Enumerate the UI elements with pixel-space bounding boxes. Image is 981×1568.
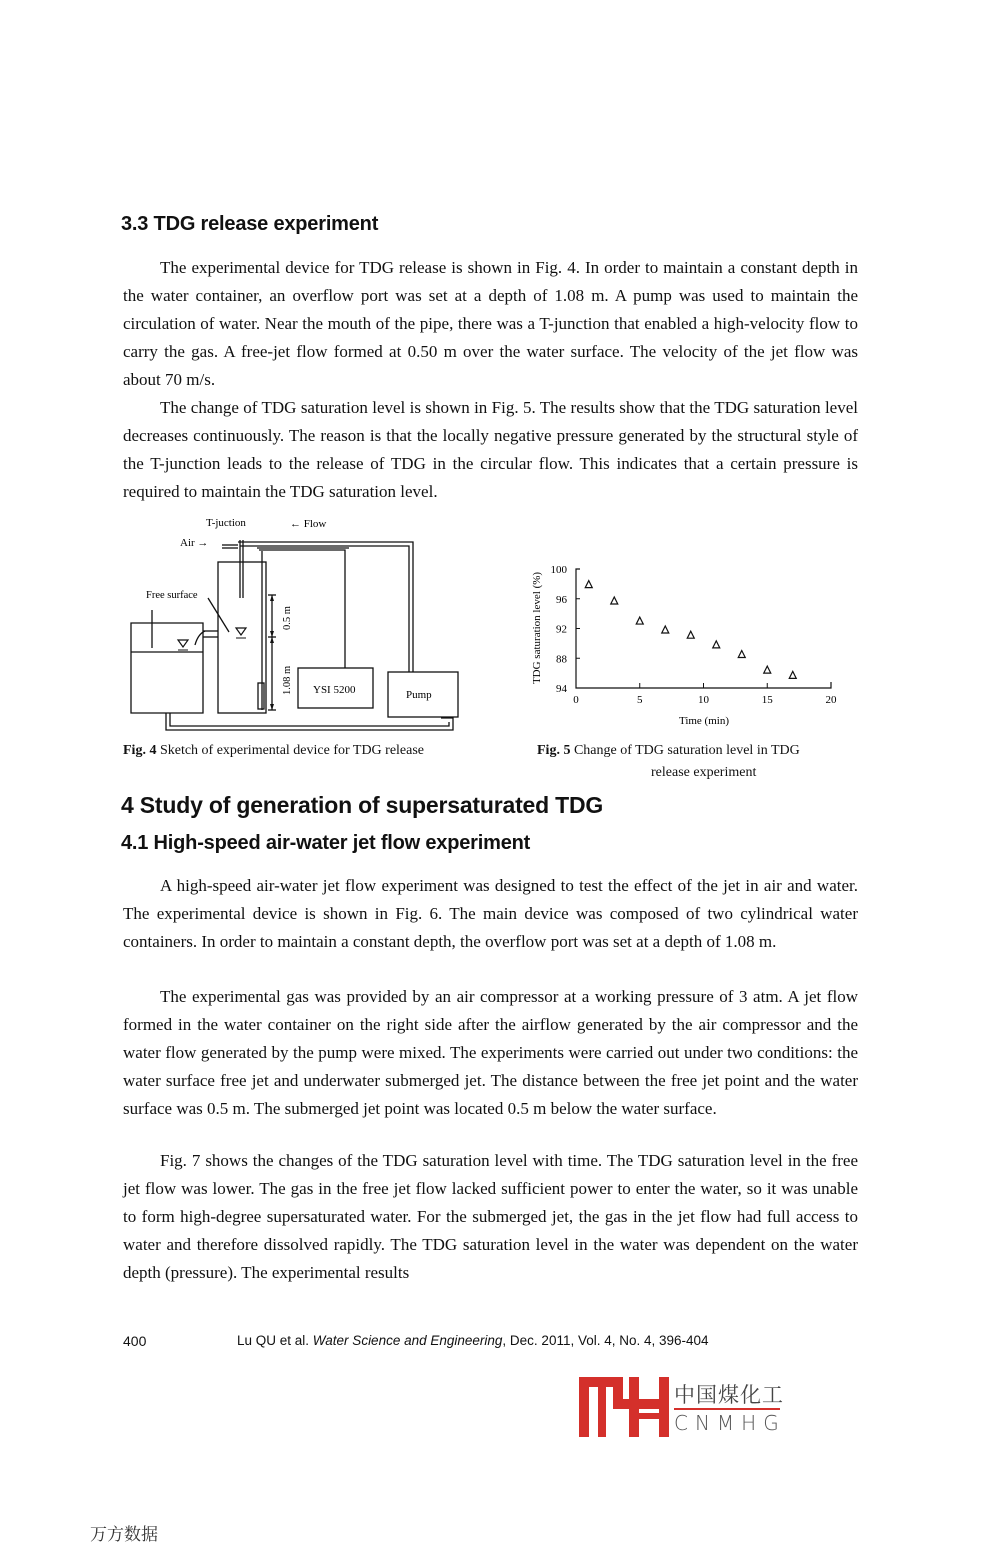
section-heading-4-1: 4.1 High-speed air-water jet flow experiment — [121, 832, 531, 854]
fig4-caption-text: Sketch of experimental device for TDG release — [156, 743, 425, 758]
data-point-triangle — [738, 651, 745, 658]
svg-text:94: 94 — [556, 683, 567, 695]
fig5-caption-line2: release experiment — [651, 765, 757, 780]
page-number: 400 — [123, 1333, 147, 1349]
fig4-device-sketch — [125, 508, 465, 733]
svg-text:100: 100 — [550, 564, 567, 576]
citation-authors: Lu QU et al. — [237, 1333, 313, 1348]
fig5-caption — [537, 740, 800, 762]
data-point-triangle — [585, 581, 592, 588]
free-surface-label: Free surface — [146, 590, 198, 601]
data-point-triangle — [789, 671, 796, 678]
fig4-caption-label: Fig. 4 — [123, 743, 157, 758]
section-heading-3-3: 3.3 TDG release experiment — [121, 213, 379, 235]
data-point-triangle — [611, 597, 618, 604]
citation — [237, 1333, 709, 1348]
svg-text:5: 5 — [637, 694, 643, 706]
fig5-caption-text: Change of TDG saturation level in TDG — [570, 743, 800, 758]
citation-details: , Dec. 2011, Vol. 4, No. 4, 396-404 — [502, 1333, 709, 1348]
fig5-scatter-chart — [520, 550, 860, 730]
data-point-triangle — [713, 641, 720, 648]
dim-1-08m-label: 1.08 m — [282, 665, 293, 695]
data-point-triangle — [636, 617, 643, 624]
svg-text:10: 10 — [698, 694, 709, 706]
svg-text:88: 88 — [556, 653, 567, 666]
svg-text:15: 15 — [761, 694, 773, 706]
data-point-triangle — [662, 626, 669, 633]
paragraph-jet-flow-2: The experimental gas was provided by an air compressor at a working pressure of 3 atm. A jet flow formed in the water container on the right side after the airflow generated by the air compressor and the water flow generated by the pump were mixed. The experiments were carried out under two conditions: the water surface free jet and underwater submerged jet. The distance between the free jet point and the water surface was 0.5 m. The submerged jet point was located 0.5 m below the water surface. — [123, 987, 858, 1118]
logo-divider — [674, 1408, 780, 1410]
svg-text:96: 96 — [556, 593, 567, 606]
x-axis-label: Time (min) — [678, 715, 730, 727]
dim-0-5m-label: 0.5 m — [282, 606, 293, 630]
t-junction-label: T-juction — [206, 517, 246, 529]
data-point-triangle — [764, 666, 771, 673]
y-axis-label: TDG saturation level (%) — [531, 571, 543, 685]
paragraph-jet-flow-1: A high-speed air-water jet flow experiment was designed to test the effect of the jet in air and water. The experimental device is shown in Fig. 6. The main device was composed of two cylindrical water containers. In order to maintain a constant depth, the overflow port was set at a depth of 1.08 m. — [123, 876, 858, 951]
flow-label: ← Flow — [290, 518, 327, 530]
fig4-caption — [123, 740, 424, 762]
section-heading-4: 4 Study of generation of supersaturated TDG — [121, 792, 604, 818]
svg-text:92: 92 — [556, 623, 567, 636]
svg-text:20: 20 — [825, 694, 837, 706]
fig5-caption-label: Fig. 5 — [537, 743, 571, 758]
paragraph-jet-flow-3: Fig. 7 shows the changes of the TDG saturation level with time. The TDG saturation level in the free jet flow was lower. The gas in the free jet flow lacked sufficient power to enter the water, so it was unable to form high-degree supersaturated water. For the submerged jet, the gas in the jet flow had full access to water and therefore dissolved rapidly. The TDG saturation level in the water was dependent on the water depth (pressure). The experimental results — [123, 1151, 858, 1282]
ysi-5200-label: YSI 5200 — [313, 684, 356, 696]
paragraph-tdg-release-1: The experimental device for TDG release is shown in Fig. 4. In order to maintain a constant depth in the water container, an overflow port was set at a depth of 1.08 m. A pump was used to maintain the circulation of water. Near the mouth of the pipe, there was a T-junction that enabled a high-velocity flow to carry the gas. A free-jet flow formed at 0.50 m over the water surface. The velocity of the jet flow was about 70 m/s. — [123, 258, 858, 389]
logo-english-text: CNMHG — [674, 1411, 786, 1435]
air-label: Air → — [180, 537, 209, 549]
citation-journal: Water Science and Engineering — [312, 1333, 503, 1348]
data-point-triangle — [687, 631, 694, 638]
wanfang-watermark: 万方数据 — [90, 1525, 158, 1545]
mh-logo-mark-icon — [579, 1377, 671, 1437]
pump-label: Pump — [406, 689, 432, 701]
cnmhg-logo — [579, 1377, 789, 1439]
svg-text:0: 0 — [573, 694, 579, 706]
paragraph-tdg-release-2: The change of TDG saturation level is shown in Fig. 5. The results show that the TDG saturation level decreases continuously. The reason is that the locally negative pressure generated by the structural style of the T-junction leads to the release of TDG in the circular flow. This indicates that a certain pressure is required to maintain the TDG saturation level. — [123, 398, 858, 501]
logo-chinese-text: 中国煤化工 — [674, 1383, 784, 1407]
